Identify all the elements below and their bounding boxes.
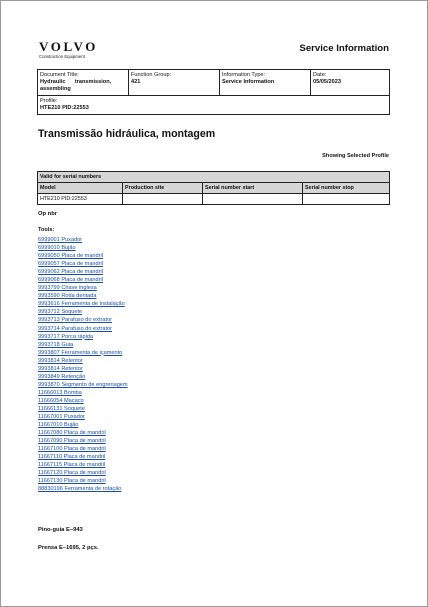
- function-group-label: Function Group:: [131, 72, 172, 78]
- list-item: [38, 260, 128, 268]
- serial-header-stop: Serial number stop: [303, 183, 390, 194]
- logo-subtitle: Construction Equipment: [39, 54, 85, 59]
- volvo-logo: VOLVO: [39, 39, 98, 54]
- info-type-cell: [220, 70, 311, 96]
- document-title-label: Document Title:: [40, 72, 79, 78]
- serial-start-value: [203, 194, 303, 205]
- serial-table-caption: Valid for serial numbers: [38, 172, 390, 183]
- tool-link[interactable]: 11667010 Bujão: [38, 422, 79, 429]
- tool-link[interactable]: 6999050 Placa de mandril: [38, 253, 103, 260]
- serial-numbers-table: [37, 171, 390, 205]
- date-cell: [311, 70, 390, 96]
- list-item: [38, 381, 128, 389]
- tool-link[interactable]: 9993807 Ferramenta de içamento: [38, 349, 123, 356]
- function-group-value: 421: [131, 79, 141, 85]
- tool-link[interactable]: 9993799 Chave inglesa: [38, 285, 97, 292]
- list-item: [38, 284, 128, 292]
- showing-profile-label: Showing Selected Profile: [322, 153, 389, 159]
- list-item: [38, 445, 128, 453]
- tool-link[interactable]: 11667090 Placa de mandril: [38, 438, 106, 445]
- list-item: [38, 325, 128, 333]
- list-item: [38, 316, 128, 324]
- info-type-value: Service Information: [222, 79, 275, 85]
- serial-header-model: Model: [38, 183, 123, 194]
- tool-link[interactable]: 6999062 Placa de mandril: [38, 269, 103, 276]
- list-item: [38, 485, 128, 493]
- prensa-note: Prensa E–1695, 2 pçs.: [38, 545, 99, 551]
- tool-link[interactable]: 88830196 Ferramenta de rotação: [38, 486, 122, 493]
- list-item: [38, 244, 128, 252]
- tool-link[interactable]: 9993870 Segmento de engrenagem: [38, 381, 128, 388]
- tool-link[interactable]: 11666131 Soquete: [38, 405, 85, 412]
- info-type-label: Information Type:: [222, 72, 266, 78]
- tool-link[interactable]: 11666054 Macaco: [38, 397, 84, 404]
- tool-link[interactable]: 9993814 Retentor: [38, 357, 83, 364]
- list-item: [38, 252, 128, 260]
- list-item: [38, 333, 128, 341]
- profile-value: HTE210 PID:22553: [40, 105, 89, 111]
- document-meta-table: [37, 69, 390, 115]
- document-title-cell: [38, 70, 129, 96]
- function-group-cell: [129, 70, 220, 96]
- tool-link[interactable]: 9993718 Guia: [38, 341, 74, 348]
- list-item: [38, 469, 128, 477]
- profile-cell: [38, 96, 390, 115]
- tool-link[interactable]: 9993814 Retentor: [38, 365, 83, 372]
- profile-label: Profile:: [40, 98, 58, 104]
- list-item: [38, 349, 128, 357]
- tool-link[interactable]: 9993713 Parafuso do extrator: [38, 317, 113, 324]
- list-item: [38, 276, 128, 284]
- tools-heading: Tools:: [38, 227, 55, 233]
- serial-stop-value: [303, 194, 390, 205]
- op-nbr-label: Op nbr: [38, 211, 57, 217]
- tool-link[interactable]: 6999010 Bujão: [38, 245, 76, 252]
- list-item: [38, 308, 128, 316]
- list-item: [38, 453, 128, 461]
- tool-link[interactable]: 11667001 Puxador: [38, 414, 85, 421]
- document-title-value-cont: assembling: [40, 86, 71, 92]
- list-item: [38, 341, 128, 349]
- serial-production-site-value: [123, 194, 203, 205]
- list-item: [38, 236, 128, 244]
- list-item: [38, 429, 128, 437]
- list-item: [38, 397, 128, 405]
- tool-link[interactable]: 11667080 Placa de mandril: [38, 430, 106, 437]
- tool-link[interactable]: 9993849 Retenção: [38, 373, 86, 380]
- list-item: [38, 300, 128, 308]
- doc-type-heading: Service Information: [299, 43, 389, 54]
- tools-list: [38, 236, 128, 494]
- tool-link[interactable]: 9993714 Parafuso do extrator: [38, 325, 113, 332]
- list-item: [38, 292, 128, 300]
- list-item: [38, 357, 128, 365]
- tool-link[interactable]: 9993616 Ferramenta de instalação: [38, 301, 125, 308]
- pino-guia-note: Pino-guia E–943: [38, 527, 83, 533]
- document-title-value: Hydraulic transmission,: [40, 79, 112, 85]
- serial-model-value: HTE210 PID:22553: [38, 194, 123, 205]
- page-title: Transmissão hidráulica, montagem: [38, 128, 216, 140]
- tool-link[interactable]: 9993717 Porca rápida: [38, 333, 94, 340]
- tool-link[interactable]: 6999068 Placa de mandril: [38, 277, 103, 284]
- tool-link[interactable]: 11667110 Placa de mandril: [38, 454, 106, 461]
- tool-link[interactable]: 11666013 Bomba: [38, 389, 82, 396]
- tool-link[interactable]: 11667130 Placa de mandril: [38, 478, 106, 485]
- tool-link[interactable]: 6999001 Puxador: [38, 237, 83, 243]
- tool-link[interactable]: 9993590 Roda dentada: [38, 293, 97, 300]
- list-item: [38, 405, 128, 413]
- list-item: [38, 461, 128, 469]
- tool-link[interactable]: 11667100 Placa de mandril: [38, 446, 106, 453]
- tool-link[interactable]: 11667115 Placa de mandril: [38, 462, 106, 469]
- list-item: [38, 437, 128, 445]
- list-item: [38, 365, 128, 373]
- date-value: 05/05/2023: [313, 79, 341, 85]
- list-item: [38, 373, 128, 381]
- serial-header-production-site: Production site: [123, 183, 203, 194]
- tool-link[interactable]: 6999057 Placa de mandril: [38, 261, 103, 268]
- list-item: [38, 421, 128, 429]
- list-item: [38, 268, 128, 276]
- date-label: Date:: [313, 72, 327, 78]
- list-item: [38, 389, 128, 397]
- tool-link[interactable]: 9993712 Soquete: [38, 309, 83, 316]
- list-item: [38, 413, 128, 421]
- list-item: [38, 477, 128, 485]
- tool-link[interactable]: 11667120 Placa de mandril: [38, 470, 106, 477]
- serial-header-start: Serial number start: [203, 183, 303, 194]
